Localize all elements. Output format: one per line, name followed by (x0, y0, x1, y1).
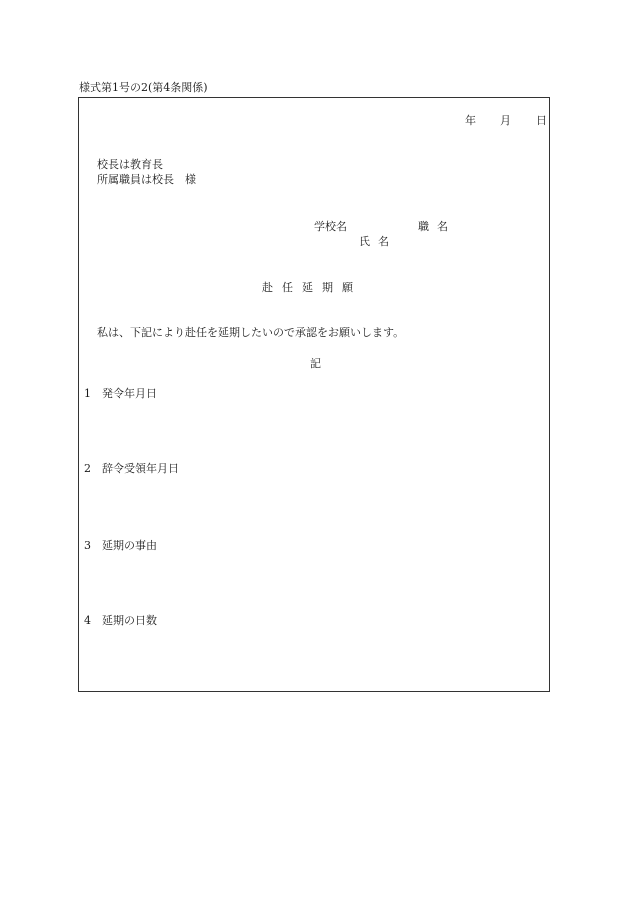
item-number: 3 (84, 539, 91, 552)
item-days (84, 615, 157, 626)
date-day-label: 日 (536, 114, 547, 127)
item-reason (84, 540, 157, 551)
date-month-label: 月 (500, 114, 511, 127)
item-number: 1 (84, 387, 91, 400)
item-label: 延期の事由 (102, 539, 157, 552)
form-number-label: 様式第1号の2(第4条関係) (79, 81, 208, 94)
position-label: 職名 (418, 220, 456, 233)
item-issue-date (84, 388, 157, 399)
applicant-name-label: 氏名 (359, 235, 397, 248)
addressee-line-1: 校長は教育長 (97, 158, 163, 171)
item-label: 辞令受領年月日 (102, 462, 179, 475)
item-receipt-date (84, 463, 179, 474)
document-title: 赴任延期願 (262, 281, 362, 294)
school-name-label: 学校名 (314, 220, 347, 233)
item-label: 延期の日数 (102, 614, 157, 627)
addressee-line-2: 所属職員は校長 様 (97, 173, 196, 186)
item-number: 4 (84, 614, 91, 627)
request-statement: 私は、下記により赴任を延期したいので承認をお願いします。 (97, 326, 405, 339)
ki-heading: 記 (310, 357, 321, 370)
item-label: 発令年月日 (102, 387, 157, 400)
item-number: 2 (84, 462, 91, 475)
date-year-label: 年 (465, 114, 476, 127)
